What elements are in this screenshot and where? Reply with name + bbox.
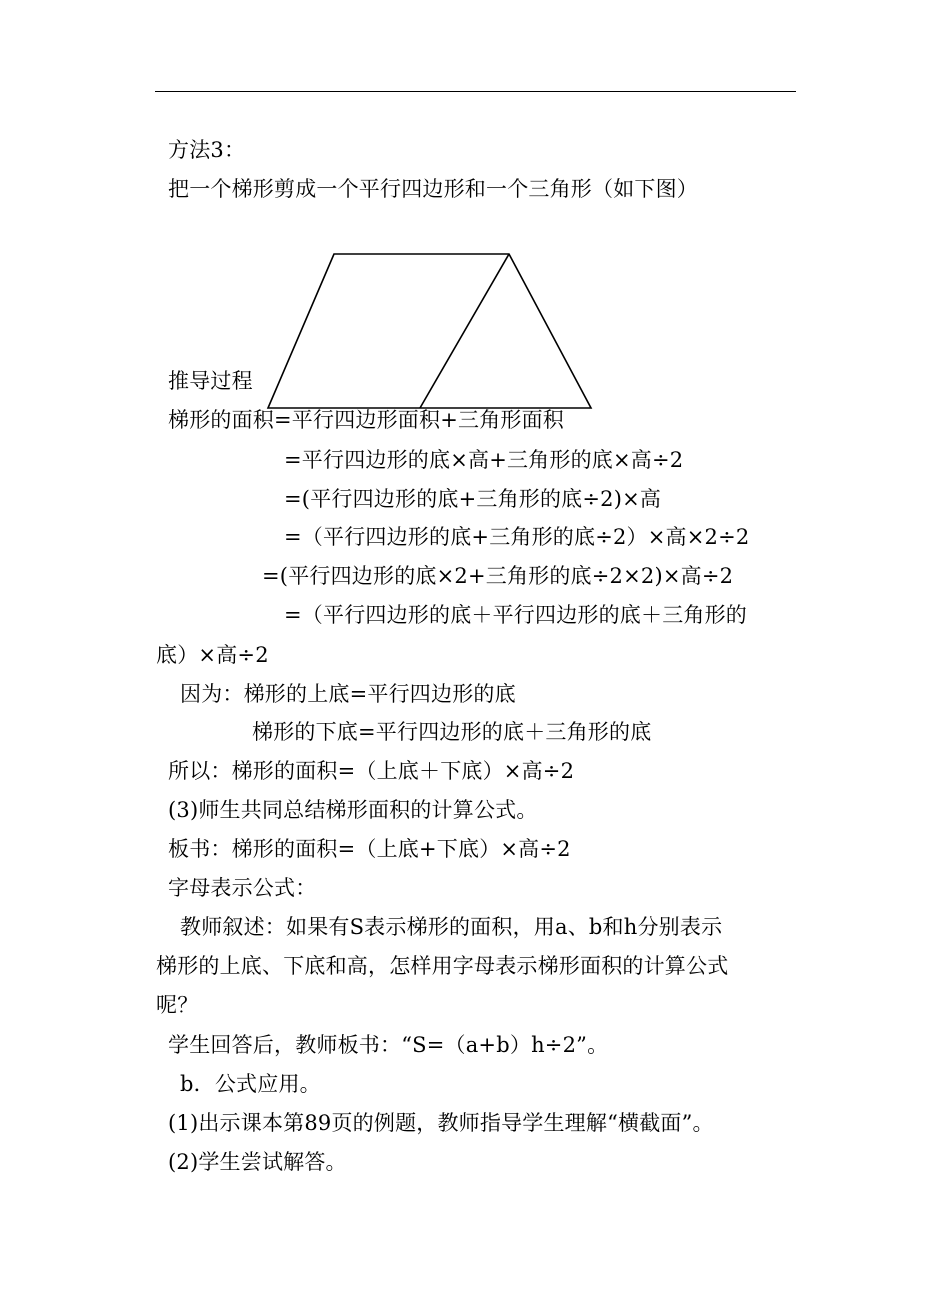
teacher-line-1: 教师叙述：如果有S表示梯形的面积，用a、b和h分别表示 xyxy=(180,915,723,939)
because-line-2: 梯形的下底=平行四边形的底＋三角形的底 xyxy=(252,720,652,744)
teacher-line-3: 呢？ xyxy=(156,993,199,1017)
letters-label: 字母表示公式： xyxy=(168,876,317,900)
derivation-line-3: =(平行四边形的底+三角形的底÷2)×高 xyxy=(284,487,662,511)
derivation-line-2: =平行四边形的底×高+三角形的底×高÷2 xyxy=(284,448,684,472)
derivation-line-5: =(平行四边形的底×2+三角形的底÷2×2)×高÷2 xyxy=(262,564,734,588)
student-line: 学生回答后，教师板书：“S=（a+b）h÷2”。 xyxy=(168,1033,609,1057)
board-formula: 板书：梯形的面积=（上底+下底）×高÷2 xyxy=(168,837,571,861)
derivation-line-1: 梯形的面积=平行四边形面积+三角形面积 xyxy=(168,408,564,432)
because-line: 因为：梯形的上底=平行四边形的底 xyxy=(180,682,516,706)
derivation-line-6a: =（平行四边形的底＋平行四边形的底＋三角形的 xyxy=(284,603,747,627)
teacher-line-2: 梯形的上底、下底和高，怎样用字母表示梯形面积的计算公式 xyxy=(156,954,729,978)
step-3: (3)师生共同总结梯形面积的计算公式。 xyxy=(168,798,538,822)
derivation-line-6b: 底）×高÷2 xyxy=(156,643,269,667)
application-1: (1)出示课本第89页的例题，教师指导学生理解“横截面”。 xyxy=(168,1111,714,1135)
therefore-line: 所以：梯形的面积=（上底＋下底）×高÷2 xyxy=(168,759,575,783)
derivation-line-4: =（平行四边形的底+三角形的底÷2）×高×2÷2 xyxy=(284,525,750,549)
formula-application: b．公式应用。 xyxy=(180,1072,321,1096)
intro-text: 把一个梯形剪成一个平行四边形和一个三角形（如下图） xyxy=(168,177,698,201)
cut-line xyxy=(420,254,509,408)
application-2: (2)学生尝试解答。 xyxy=(168,1150,347,1174)
method-title: 方法3： xyxy=(168,138,246,162)
trapezoid-outline xyxy=(268,254,591,408)
derivation-label: 推导过程 xyxy=(168,369,253,393)
